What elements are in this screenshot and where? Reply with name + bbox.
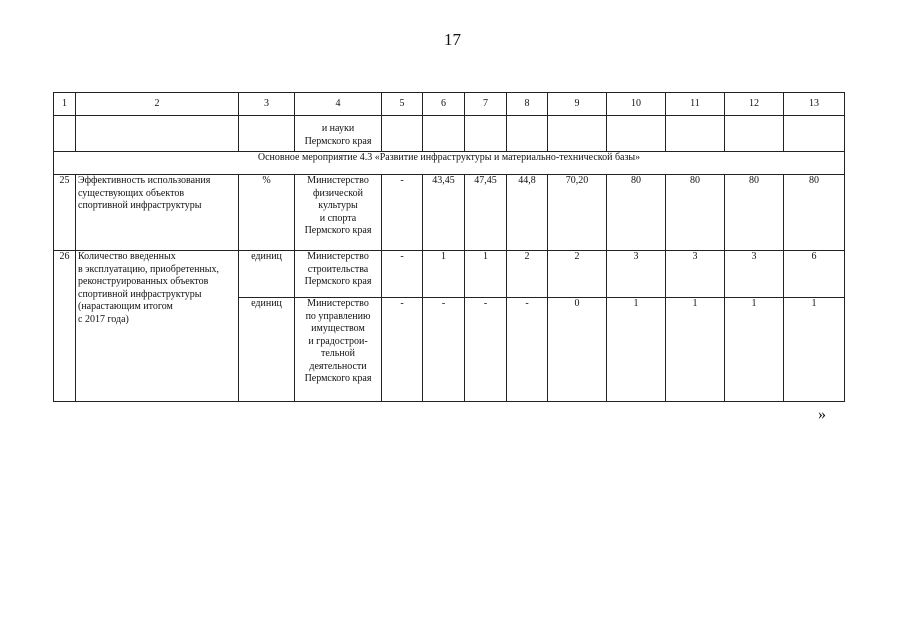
indicator-name: Эффективность использования существующих объектов спортивной инфраструктуры (76, 175, 239, 251)
header-cell: 4 (295, 93, 382, 116)
executor-cell: и науки Пермского края (295, 116, 382, 152)
section-row (54, 152, 845, 175)
unit-cell: единиц (239, 298, 295, 402)
value-cell: 3 (607, 251, 666, 298)
header-cell: 10 (607, 93, 666, 116)
value-cell: 1 (423, 251, 465, 298)
value-cell: 1 (607, 298, 666, 402)
continuation-row (54, 116, 845, 152)
header-cell: 9 (548, 93, 607, 116)
value-cell: 0 (548, 298, 607, 402)
value-cell: 2 (507, 251, 548, 298)
header-row (54, 93, 845, 116)
value-cell: - (382, 298, 423, 402)
header-cell: 5 (382, 93, 423, 116)
executor-cell: Министерство по управлению имуществом и градострои- тельной деятельности Пермского края (295, 298, 382, 402)
table-row-26-a (54, 251, 845, 298)
executor-cell: Министерство строительства Пермского края (295, 251, 382, 298)
header-cell: 8 (507, 93, 548, 116)
header-cell: 1 (54, 93, 76, 116)
header-cell: 3 (239, 93, 295, 116)
value-cell: 80 (666, 175, 725, 251)
executor-cell: Министерство физической культуры и спорта Пермского края (295, 175, 382, 251)
indicators-table (53, 92, 845, 402)
value-cell: 1 (784, 298, 845, 402)
value-cell: 44,8 (507, 175, 548, 251)
row-number: 25 (54, 175, 76, 251)
header-cell: 6 (423, 93, 465, 116)
value-cell: 3 (666, 251, 725, 298)
value-cell: 47,45 (465, 175, 507, 251)
value-cell: 1 (725, 298, 784, 402)
section-title: Основное мероприятие 4.3 «Развитие инфраструктуры и материально-технической базы» (54, 152, 845, 175)
value-cell: 70,20 (548, 175, 607, 251)
value-cell: 80 (784, 175, 845, 251)
row-number: 26 (54, 251, 76, 402)
value-cell: - (507, 298, 548, 402)
value-cell: 1 (465, 251, 507, 298)
unit-cell: % (239, 175, 295, 251)
page-number: 17 (444, 30, 461, 49)
value-cell: - (382, 175, 423, 251)
indicator-name: Количество введенных в эксплуатацию, приобретенных, реконструированных объектов спортивной инфраструктуры (нарастающим итогом с 2017 года) (76, 251, 239, 402)
unit-cell: единиц (239, 251, 295, 298)
value-cell: 6 (784, 251, 845, 298)
value-cell: 1 (666, 298, 725, 402)
header-cell: 12 (725, 93, 784, 116)
header-cell: 7 (465, 93, 507, 116)
value-cell: - (382, 251, 423, 298)
table-row-25 (54, 175, 845, 251)
closing-quote: » (818, 406, 826, 423)
header-cell: 13 (784, 93, 845, 116)
value-cell: 3 (725, 251, 784, 298)
value-cell: 80 (725, 175, 784, 251)
value-cell: - (465, 298, 507, 402)
header-cell: 2 (76, 93, 239, 116)
value-cell: - (423, 298, 465, 402)
value-cell: 2 (548, 251, 607, 298)
value-cell: 80 (607, 175, 666, 251)
header-cell: 11 (666, 93, 725, 116)
value-cell: 43,45 (423, 175, 465, 251)
